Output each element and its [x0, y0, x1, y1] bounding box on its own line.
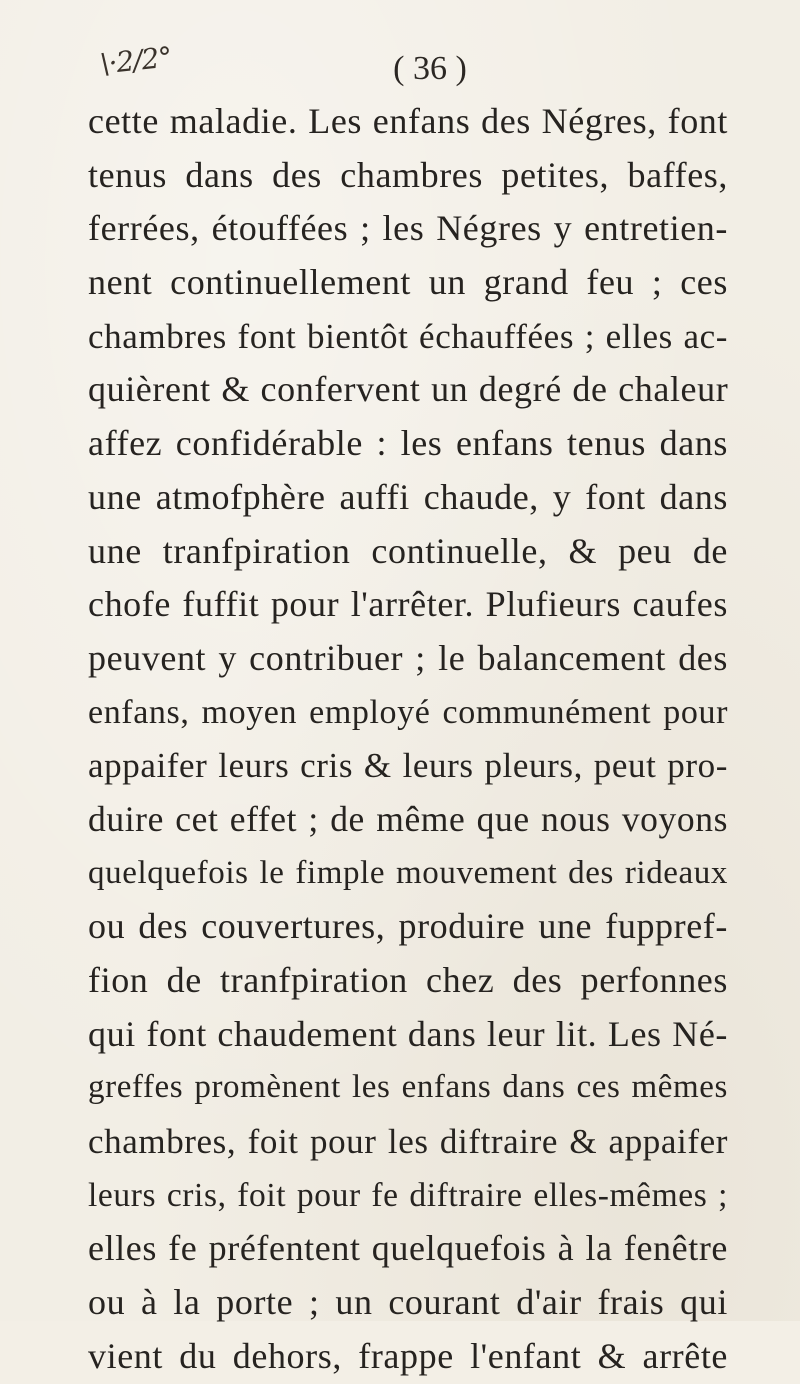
text-line: fion de tranfpiration chez des perfonnes: [88, 960, 728, 1000]
text-line: elles fe préfentent quelquefois à la fenêtre: [88, 1228, 728, 1269]
text-line: qui font chaudement dans leur lit. Les Né-: [88, 1013, 729, 1054]
text-line: ou des couvertures, produire une fuppref-: [88, 906, 728, 947]
page-number: ( 36 ): [393, 50, 467, 87]
text-line: tenus dans des chambres petites, baffes,: [88, 154, 728, 195]
text-line: duire cet effet ; de même que nous voyons: [88, 798, 728, 839]
text-line: affez confidérable : les enfans tenus dans: [88, 423, 728, 464]
text-line: une atmofphère auffi chaude, y font dans: [88, 476, 728, 517]
text-line: leurs cris, foit pour fe diftraire elles-mêmes ;: [88, 1176, 728, 1214]
text-line: appaifer leurs cris & leurs pleurs, peut pro-: [88, 746, 728, 786]
text-line: nent continuellement un grand feu ; ces: [88, 262, 728, 303]
text-line: cette maladie. Les enfans des Négres, font: [88, 101, 728, 141]
text-line: greffes promènent les enfans dans ces mêmes: [88, 1069, 728, 1106]
text-line: chambres, foit pour les diftraire & appaifer: [88, 1122, 728, 1162]
text-line: chambres font bientôt échauffées ; elles ac-: [88, 316, 728, 356]
body-text: [88, 95, 728, 1384]
text-line: ferrées, étouffées ; les Négres y entretien-: [88, 208, 728, 249]
handwritten-corner-mark: \·2/2°: [98, 40, 173, 81]
text-line: enfans, moyen employé communément pour: [88, 693, 728, 731]
text-line: quièrent & confervent un degré de chaleur: [88, 369, 729, 410]
text-line: chofe fuffit pour l'arrêter. Plufieurs caufes: [88, 584, 728, 625]
text-line: ou à la porte ; un courant d'air frais qui: [88, 1282, 728, 1323]
text-line: peuvent y contribuer ; le balancement des: [88, 637, 728, 678]
text-line: quelquefois le fimple mouvement des rideaux: [88, 854, 728, 891]
text-line: vient du dehors, frappe l'enfant & arrête: [88, 1335, 728, 1376]
text-line: une tranfpiration continuelle, & peu de: [88, 530, 728, 571]
